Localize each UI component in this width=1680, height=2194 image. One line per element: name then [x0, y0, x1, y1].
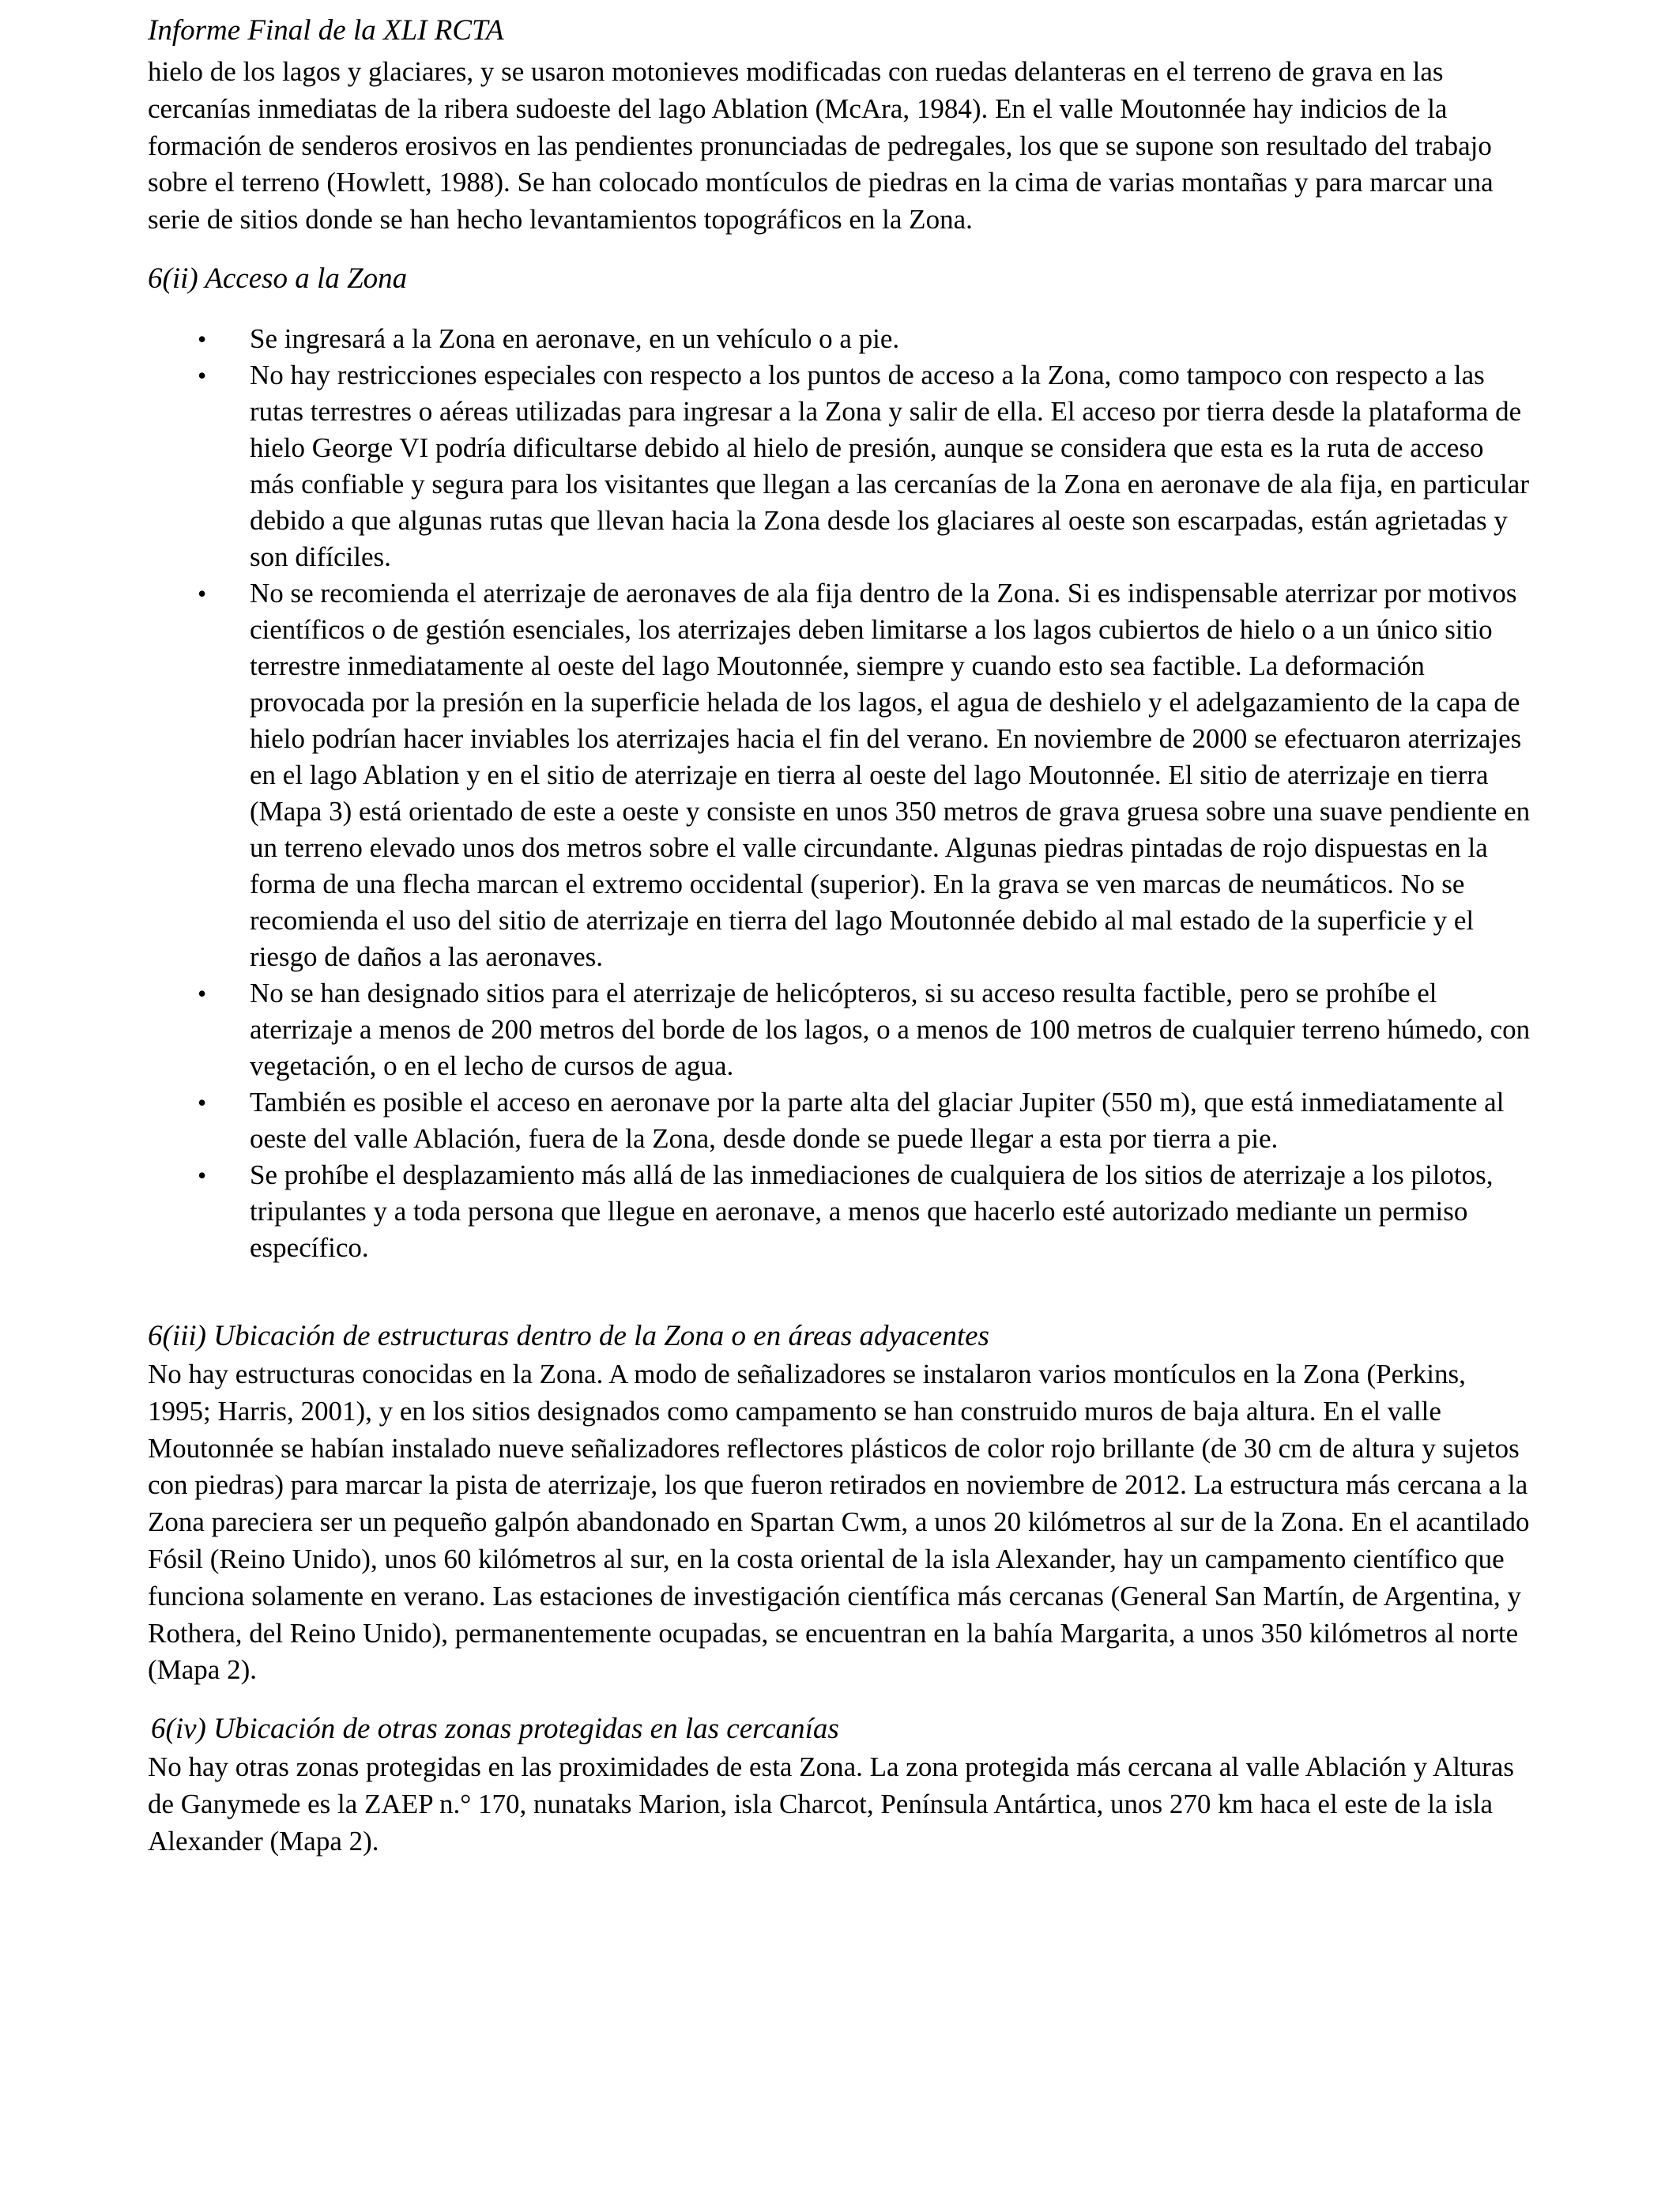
document-page — [148, 11, 1535, 1860]
list-item-text: No se recomienda el aterrizaje de aeronaves de ala fija dentro de la Zona. Si es indispensable aterrizar por motivos científicos o de gestión esenciales, los aterrizajes deben limitarse a los lagos cubiertos de hielo o a un único sitio terrestre inmediatamente al oeste del lago Moutonnée, siempre y cuando esto sea factible. La deformación provocada por la presión en la superficie helada de los lagos, el agua de deshielo y el adelgazamiento de la capa de hielo podrían hacer inviables los aterrizajes hacia el fin del verano. En noviembre de 2000 se efectuaron aterrizajes en el lago Ablation y en el sitio de aterrizaje en tierra al oeste del lago Moutonnée. El sitio de aterrizaje en tierra (Mapa 3) está orientado de este a oeste y consiste en unos 350 metros de grava gruesa sobre una suave pendiente en un terreno elevado unos dos metros sobre el valle circundante. Algunas piedras pintadas de rojo dispuestas en la forma de una flecha marcan el extremo occidental (superior). En la grava se ven marcas de neumáticos. No se recomienda el uso del sitio de aterrizaje en tierra del lago Moutonnée debido al mal estado de la superficie y el riesgo de daños a las aeronaves. — [250, 577, 1531, 972]
list-item-text: También es posible el acceso en aeronave por la parte alta del glaciar Jupiter (550 m), que está inmediatamente al oeste del valle Ablación, fuera de la Zona, desde donde se puede llegar a esta por tierra a pie. — [250, 1086, 1505, 1154]
list-item-text: Se prohíbe el desplazamiento más allá de las inmediaciones de cualquiera de los sitios de aterrizaje a los pilotos, tripulantes y a toda persona que llegue en aeronave, a menos que hacerlo esté autorizado mediante un permiso específico. — [250, 1159, 1494, 1263]
list-item-text: Se ingresará a la Zona en aeronave, en un vehículo o a pie. — [250, 322, 900, 354]
bullet-glyph: • — [198, 324, 207, 353]
list-item — [148, 575, 1535, 975]
list-item — [148, 975, 1535, 1084]
section-iii-body: No hay estructuras conocidas en la Zona. A modo de señalizadores se instalaron varios montículos en la Zona (Perkins, 1995; Harris, 2001), y en los sitios designados como campamento se han construido muros de baja altura. En el valle Moutonnée se habían instalado nueve señalizadores reflectores plásticos de color rojo brillante (de 30 cm de altura y sujetos con piedras) para marcar la pista de aterrizaje, los que fueron retirados en noviembre de 2012. La estructura más cercana a la Zona pareciera ser un pequeño galpón abandonado en Spartan Cwm, a unos 20 kilómetros al sur de la Zona. En el acantilado Fósil (Reino Unido), unos 60 kilómetros al sur, en la costa oriental de la isla Alexander, hay un campamento científico que funciona solamente en verano. Las estaciones de investigación científica más cercanas (General San Martín, de Argentina, y Rothera, del Reino Unido), permanentemente ocupadas, se encuentran en la bahía Margarita, a unos 350 kilómetros al norte (Mapa 2). — [148, 1358, 1530, 1686]
list-item-text: No hay restricciones especiales con respecto a los puntos de acceso a la Zona, como tampoco con respecto a las rutas terrestres o aéreas utilizadas para ingresar a la Zona y salir de ella. El acceso por tierra desde la plataforma de hielo George VI podría dificultarse debido al hielo de presión, aunque se considera que esta es la ruta de acceso más confiable y segura para los visitantes que llegan a las cercanías de la Zona en aeronave de ala fija, en particular debido a que algunas rutas que llevan hacia la Zona desde los glaciares al oeste son escarpadas, están agrietadas y son difíciles. — [250, 359, 1529, 572]
bullet-glyph: • — [198, 1160, 207, 1189]
section-iv-heading: 6(iv) Ubicación de otras zonas protegidas en las cercanías — [151, 1713, 839, 1746]
section-iii-heading: 6(iii) Ubicación de estructuras dentro de la Zona o en áreas adyacentes — [148, 1319, 989, 1352]
list-item — [148, 1157, 1535, 1266]
intro-paragraph: hielo de los lagos y glaciares, y se usaron motonieves modificadas con ruedas delanteras en el terreno de grava en las cercanías inmediatas de la ribera sudoeste del lago Ablation (McAra, 1984). En el valle Moutonnée hay indicios de la formación de senderos erosivos en las pendientes pronunciadas de pedregales, los que se supone son resultado del trabajo sobre el terreno (Howlett, 1988). Se han colocado montículos de piedras en la cima de varias montañas y para marcar una serie de sitios donde se han hecho levantamientos topográficos en la Zona. — [148, 56, 1494, 236]
bullet-glyph: • — [198, 1088, 207, 1117]
access-bullet-list — [148, 321, 1535, 1266]
list-item-text: No se han designado sitios para el aterrizaje de helicópteros, si su acceso resulta factible, pero se prohíbe el aterrizaje a menos de 200 metros del borde de los lagos, o a menos de 100 metros de cualquier terreno húmedo, con vegetación, o en el lecho de cursos de agua. — [250, 977, 1531, 1081]
bullet-glyph: • — [198, 579, 207, 608]
list-item — [148, 1084, 1535, 1157]
bullet-glyph: • — [198, 360, 207, 390]
bullet-glyph: • — [198, 978, 207, 1008]
list-item — [148, 357, 1535, 575]
list-item — [148, 321, 1535, 357]
section-iv-body: No hay otras zonas protegidas en las proximidades de esta Zona. La zona protegida más cercana al valle Ablación y Alturas de Ganymede es la ZAEP n.° 170, nunataks Marion, isla Charcot, Península Antártica, unos 270 km haca el este de la isla Alexander (Mapa 2). — [148, 1751, 1514, 1857]
section-ii-heading: 6(ii) Acceso a la Zona — [148, 262, 408, 295]
page-header: Informe Final de la XLI RCTA — [148, 14, 504, 47]
